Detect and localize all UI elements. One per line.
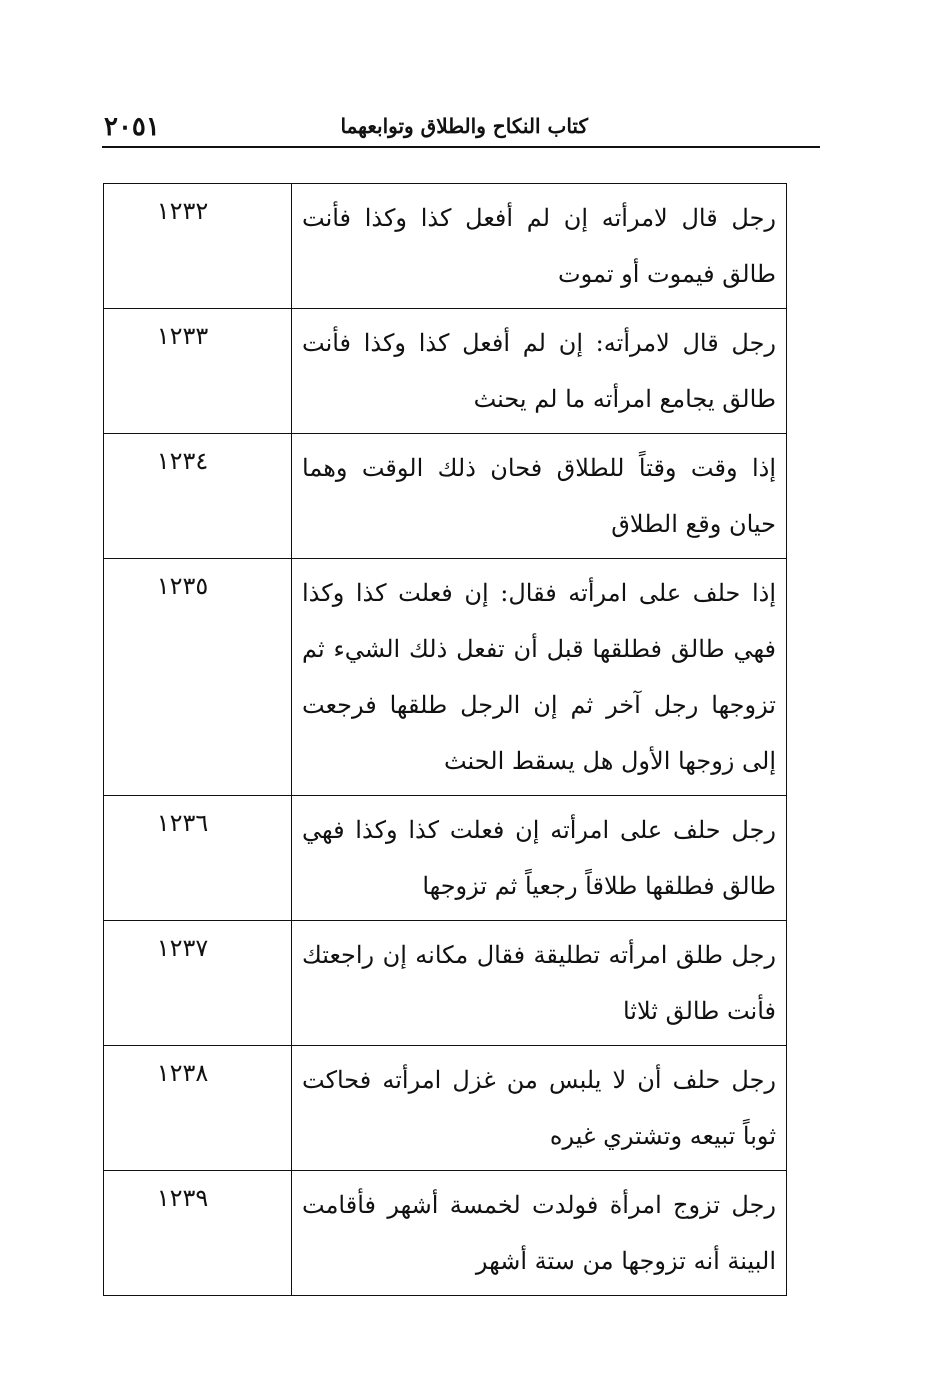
table-row	[104, 1046, 787, 1171]
entry-number-cell	[104, 434, 292, 559]
index-table	[103, 183, 787, 1296]
entry-number-cell	[104, 184, 292, 309]
entry-text: رجل حلف أن لا يلبس من غزل امرأته فحاكت ثوباً تبيعه وتشتري غيره	[292, 1046, 787, 1171]
entry-number: ١٢٣٨	[156, 1059, 209, 1087]
entry-number: ١٢٣٩	[156, 1184, 209, 1212]
entry-number-cell	[104, 1171, 292, 1296]
table-row	[104, 434, 787, 559]
table-row	[104, 559, 787, 796]
running-title: كتاب النكاح والطلاق وتوابعهما	[340, 114, 588, 138]
entry-number-cell	[104, 559, 292, 796]
entry-number: ١٢٣٢	[156, 197, 209, 225]
entry-number-cell	[104, 921, 292, 1046]
table-row	[104, 921, 787, 1046]
entry-number-cell	[104, 1046, 292, 1171]
entry-number: ١٢٣٥	[156, 572, 209, 600]
entry-number: ١٢٣٦	[156, 809, 209, 837]
entry-text: رجل قال لامرأته إن لم أفعل كذا وكذا فأنت طالق فيموت أو تموت	[292, 184, 787, 309]
entry-number: ١٢٣٣	[156, 322, 209, 350]
entry-text: رجل تزوج امرأة فولدت لخمسة أشهر فأقامت البينة أنه تزوجها من ستة أشهر	[292, 1171, 787, 1296]
header-rule	[102, 146, 820, 148]
table-row	[104, 309, 787, 434]
entry-text: رجل قال لامرأته: إن لم أفعل كذا وكذا فأنت طالق يجامع امرأته ما لم يحنث	[292, 309, 787, 434]
entry-number: ١٢٣٤	[156, 447, 209, 475]
entry-number: ١٢٣٧	[156, 934, 209, 962]
table-row	[104, 796, 787, 921]
entry-text: إذا حلف على امرأته فقال: إن فعلت كذا وكذا فهي طالق فطلقها قبل أن تفعل ذلك الشيء ثم تزوجها رجل آخر ثم إن الرجل طلقها فرجعت إلى زوجها الأول هل يسقط الحنث	[292, 559, 787, 796]
table-row	[104, 184, 787, 309]
page-header	[100, 108, 820, 148]
page-number: ٢٠٥١	[104, 112, 160, 142]
entry-text: رجل طلق امرأته تطليقة فقال مكانه إن راجعتك فأنت طالق ثلاثا	[292, 921, 787, 1046]
entry-number-cell	[104, 309, 292, 434]
entry-number-cell	[104, 796, 292, 921]
entry-text: إذا وقت وقتاً للطلاق فحان ذلك الوقت وهما حيان وقع الطلاق	[292, 434, 787, 559]
table-row	[104, 1171, 787, 1296]
entry-text: رجل حلف على امرأته إن فعلت كذا وكذا فهي طالق فطلقها طلاقاً رجعياً ثم تزوجها	[292, 796, 787, 921]
